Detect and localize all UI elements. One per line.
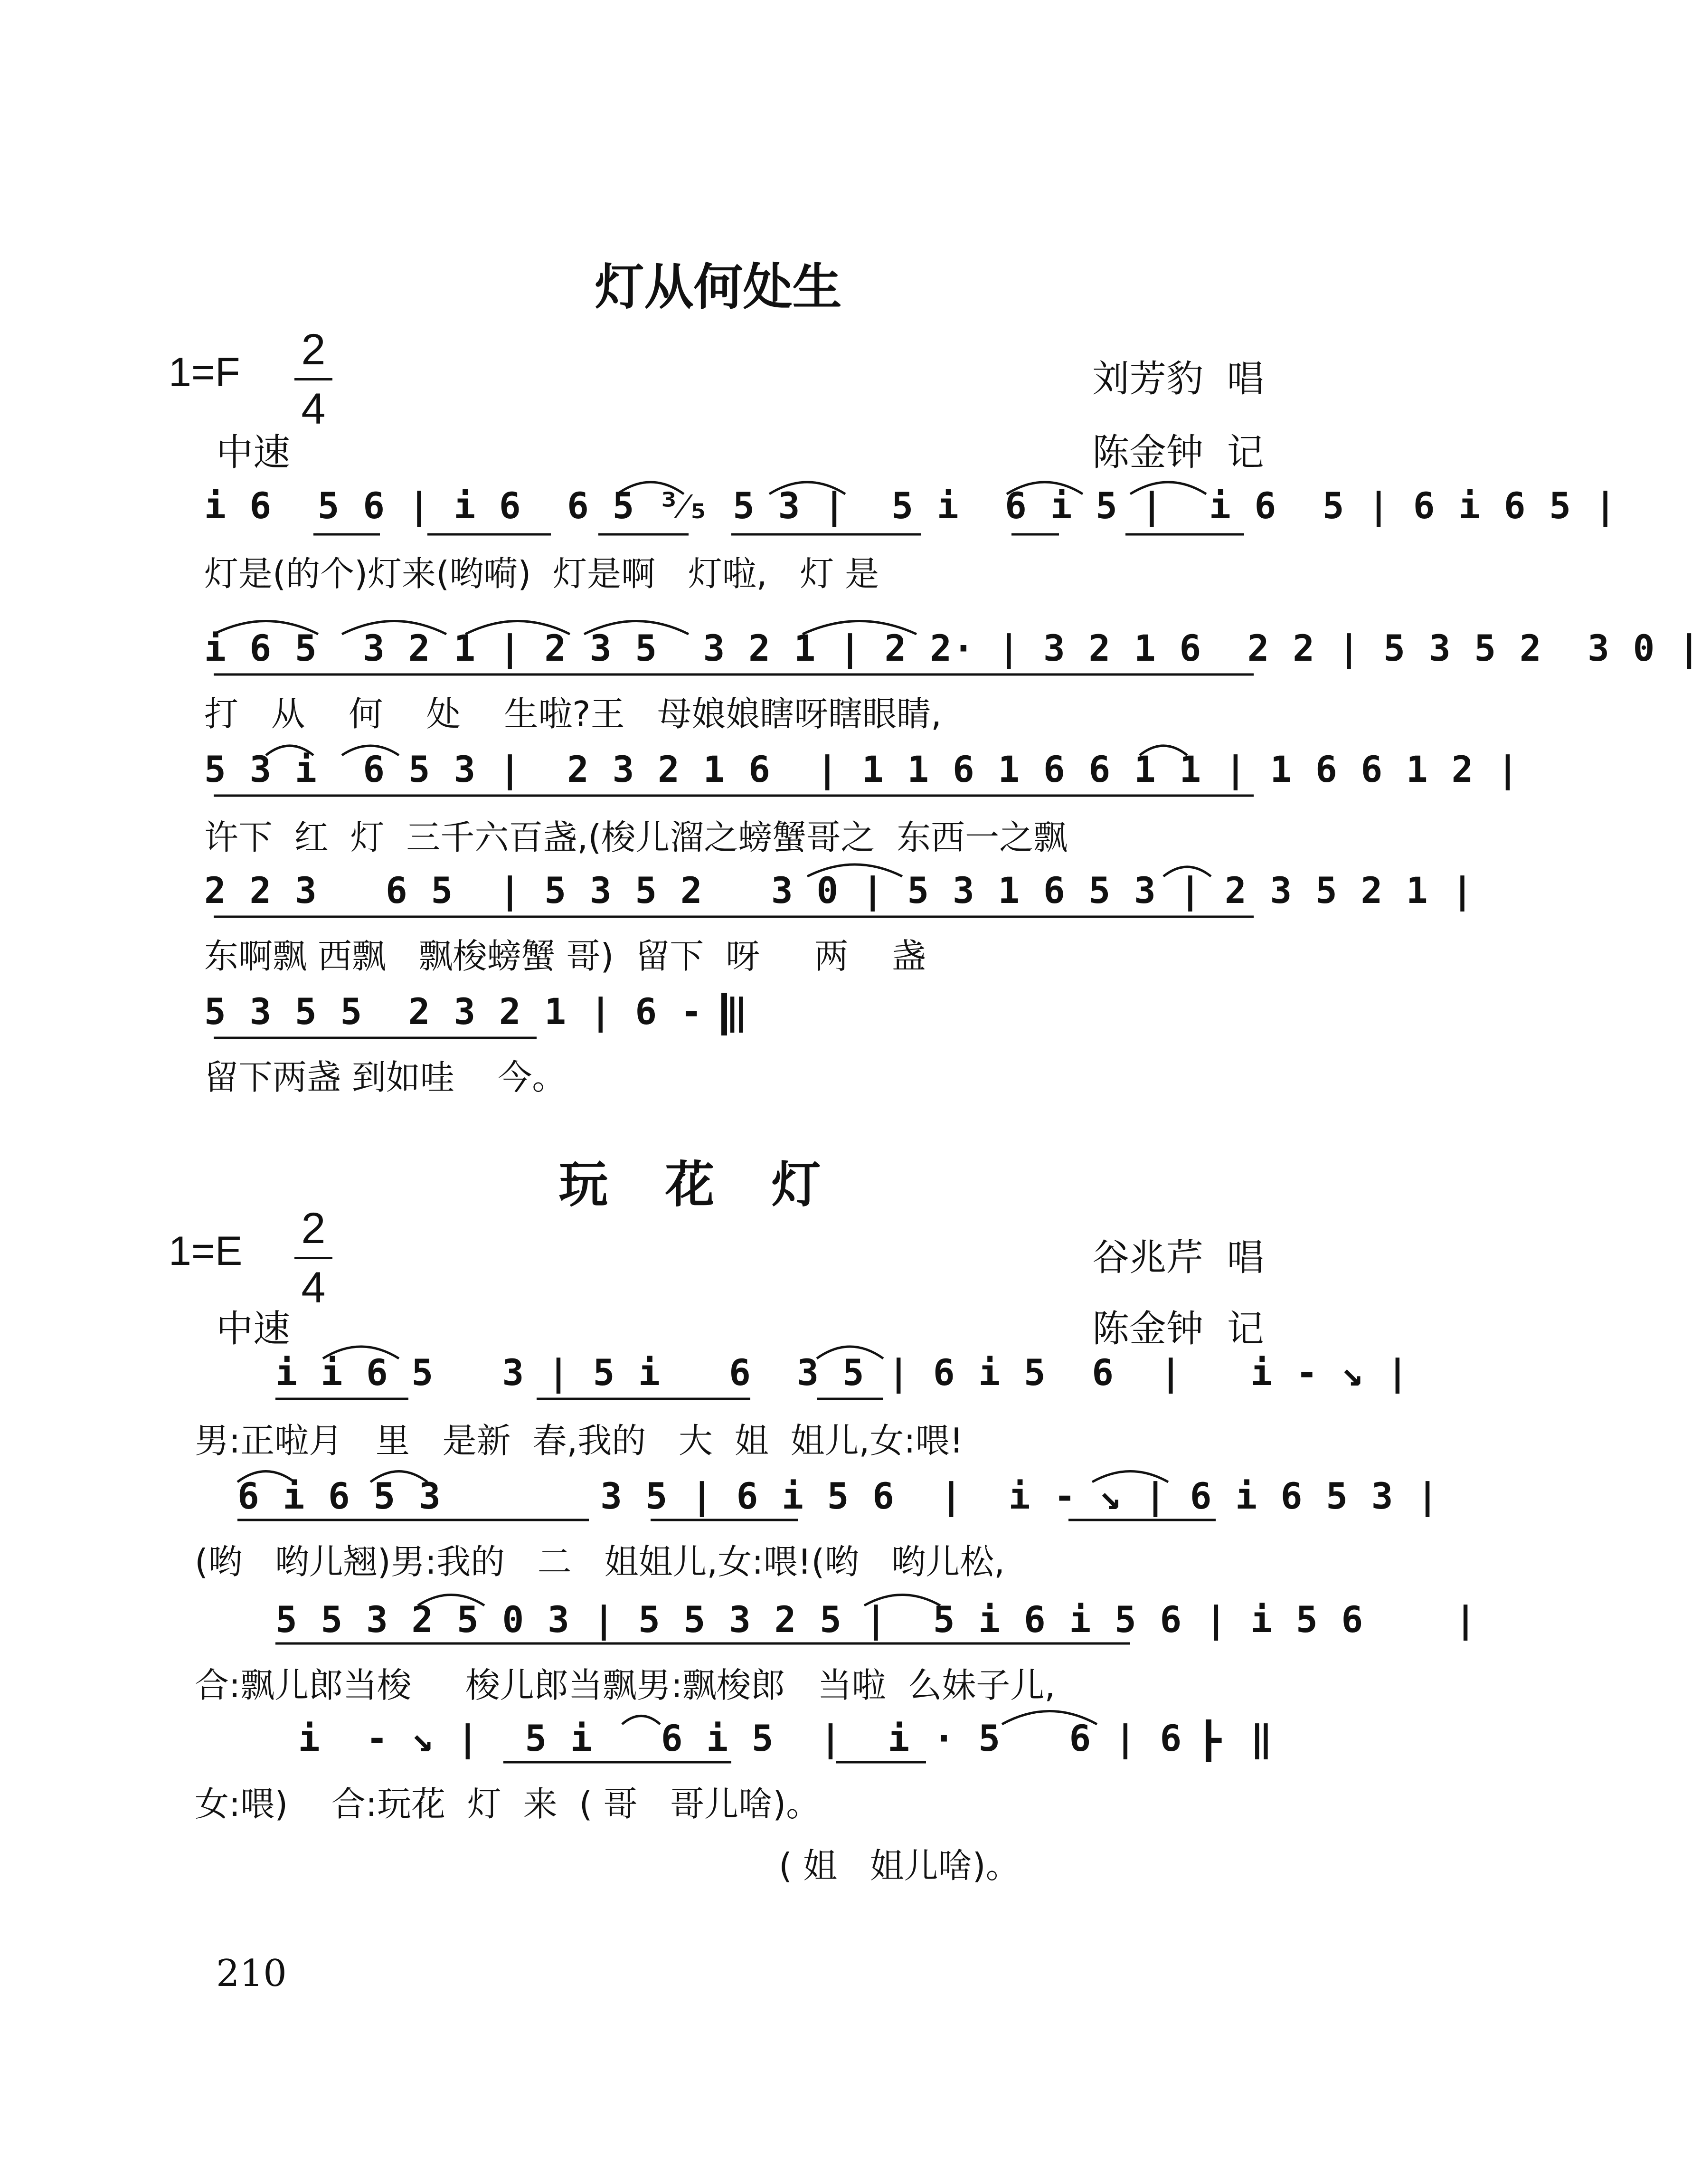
lyrics-line-alt: ( 姐 姐儿啥)。: [779, 1846, 1020, 1886]
lyrics-line: 男:正啦月 里 是新 春,我的 大 姐 姐儿,女:喂!: [195, 1421, 964, 1461]
lyrics-line: (哟 哟儿翘)男:我的 二 姐姐儿,女:喂!(哟 哟儿松,: [195, 1542, 1005, 1582]
slur: [617, 482, 684, 494]
notation-line: i 6 5 3 2 1 | 2 3 5 3 2 1 | 2 2· | 3 2 1 6 2 2 | 5 3 5 2 3 0 |: [204, 627, 1701, 669]
slur: [1007, 482, 1083, 494]
tempo-marking: 中速: [216, 1308, 291, 1350]
slur: [342, 746, 399, 755]
slur: [266, 746, 313, 755]
lyrics-line: 合:飘儿郎当梭 梭儿郎当飘男:飘梭郎 当啦 么妹子儿,: [195, 1665, 1056, 1705]
slur: [214, 621, 318, 635]
notation-line: 5 3 5 5 2 3 2 1 | 6 - ‖: [204, 990, 749, 1033]
lyrics-line: 许下 红 灯 三千六百盏,(梭儿溜之螃蟹哥之 东西一之飘: [204, 817, 1068, 857]
lyrics-line: 打 从 何 处 生啦?王 母娘娘瞎呀瞎眼睛,: [204, 694, 942, 734]
notation-line: 5 5 3 2 5 0 3 | 5 5 3 2 5 | 5 i 6 i 5 6 | i 5 6 |: [275, 1598, 1478, 1641]
lyrics-line: 留下两盏 到如哇 今。: [204, 1057, 567, 1097]
slur: [342, 621, 446, 635]
slur: [864, 1595, 940, 1606]
slur: [237, 1472, 294, 1482]
slur: [622, 1716, 660, 1725]
slur: [465, 621, 570, 635]
notation-line: 2 2 3 6 5 | 5 3 5 2 3 0 | 5 3 1 6 5 3 | 2 3 5 2 1 |: [204, 869, 1474, 912]
slur: [1002, 1711, 1097, 1725]
recorder-credit: 陈金钟 记: [1092, 1308, 1264, 1350]
slur: [1092, 1472, 1168, 1482]
slur: [817, 1347, 883, 1358]
lyrics-line: 灯是(的个)灯来(哟嗬) 灯是啊 灯啦, 灯 是: [204, 554, 879, 594]
page-number: 210: [216, 1952, 287, 1995]
singer-credit: 谷兆芹 唱: [1092, 1236, 1264, 1279]
key-signature: 1=F: [169, 350, 240, 395]
notation-line: i i 6 5 3 | 5 i 6 3 5 | 6 i 5 6 | i - ↘ |: [275, 1351, 1409, 1394]
slur: [1140, 746, 1187, 755]
notation-line: i 6 5 6 | i 6 6 5 ³⁄₅ 5 3 | 5 i 6 i 5 | i 6 5 | 6 i 6 5 |: [204, 484, 1617, 527]
slur: [807, 864, 902, 876]
singer-credit: 刘芳豹 唱: [1092, 358, 1264, 400]
song-title: 玩花灯: [558, 1156, 878, 1214]
time-signature-top: 2: [301, 325, 326, 374]
recorder-credit: 陈金钟 记: [1092, 431, 1264, 474]
slur: [418, 1595, 484, 1606]
slur: [323, 1347, 399, 1358]
slur: [370, 1472, 427, 1482]
slur: [584, 621, 689, 635]
tempo-marking: 中速: [216, 431, 291, 474]
key-signature: 1=E: [169, 1228, 243, 1274]
slur: [1163, 867, 1211, 876]
lyrics-line: 东啊飘 西飘 飘梭螃蟹 哥) 留下 呀 两 盏: [204, 936, 926, 976]
slur: [1130, 482, 1206, 494]
time-signature-bottom: 4: [301, 385, 326, 433]
time-signature-bottom: 4: [301, 1263, 326, 1312]
notation-line: i - ↘ | 5 i 6 i 5 | i · 5 6 | 6 - ‖: [275, 1717, 1274, 1759]
lyrics-line: 女:喂) 合:玩花 灯 来 ( 哥 哥儿啥)。: [195, 1784, 821, 1824]
slur: [769, 482, 845, 494]
time-signature-top: 2: [301, 1204, 326, 1253]
notation-line: 6 i 6 5 3 3 5 | 6 i 5 6 | i - ↘ | 6 i 6 5 3 |: [237, 1475, 1440, 1517]
song-title: 灯从何处生: [595, 258, 842, 316]
notation-line: 5 3 i 6 5 3 | 2 3 2 1 6 | 1 1 6 1 6 6 1 1 | 1 6 6 1 2 |: [204, 748, 1520, 790]
slur: [803, 621, 917, 635]
